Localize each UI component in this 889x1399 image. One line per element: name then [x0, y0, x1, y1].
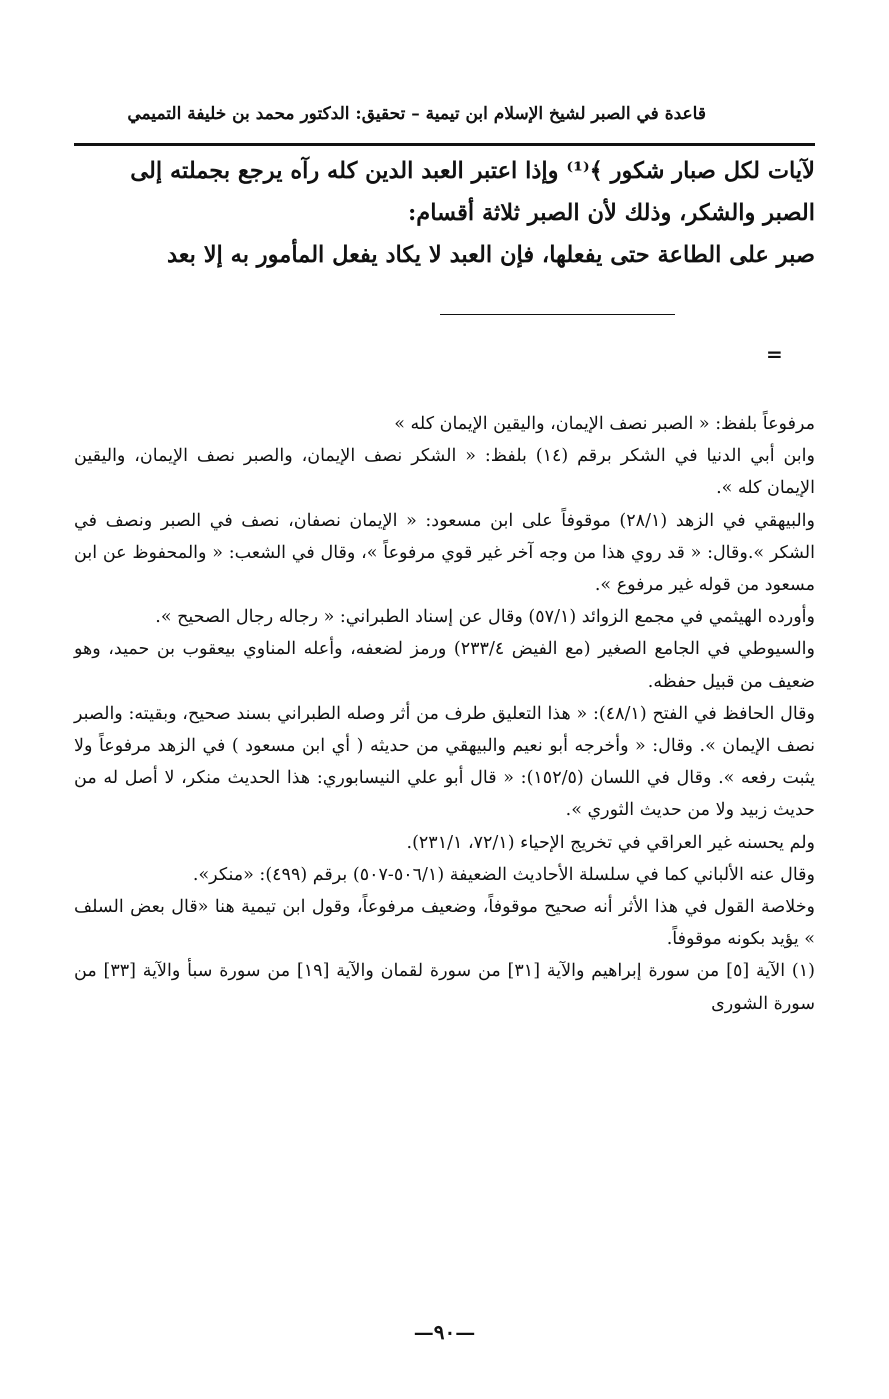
main-text-line: صبر على الطاعة حتى يفعلها، فإن العبد لا يكاد يفعل المأمور به إلا بعد	[166, 242, 815, 268]
footnote-paragraph: وقال الحافظ في الفتح (٤٨/١): « هذا التعليق طرف من أثر وصله الطبراني بسند صحيح، وبقيته: والصبر نصف الإيمان ». وقال: « وأخرجه أبو نعيم والبيهقي من حديثه ( أي ابن مسعود ) في الزهد مرفوعاً ولا يثبت رفعه ». وقال في اللسان (١٥٢/٥): « قال أبو علي النيسابوري: هذا الحديث منكر، لا أصل له من حديث زبيد ولا من حديث الثوري ».	[74, 703, 816, 821]
running-header: قاعدة في الصبر لشيخ الإسلام ابن تيمية – تحقيق: الدكتور محمد بن خليفة التميمي	[127, 104, 706, 124]
footnote-paragraph: والبيهقي في الزهد (٢٨/١) موقوفاً على ابن مسعود: « الإيمان نصفان، نصف في الصبر ونصف في الشكر ».وقال: « قد روي هذا من وجه آخر غير قوي مرفوعاً »، وقال في الشعب: « والمحفوظ عن ابن مسعود من قوله غير مرفوع ».	[74, 510, 815, 596]
main-text-line: الصبر والشكر، وذلك لأن الصبر ثلاثة أقسام:	[407, 200, 815, 226]
header-rule	[74, 143, 815, 146]
footnote-separator	[440, 314, 675, 315]
footnote-paragraph: وابن أبي الدنيا في الشكر برقم (١٤) بلفظ: « الشكر نصف الإيمان، والصبر نصف الإيمان، واليقين الإيمان كله ».	[74, 446, 815, 499]
footnotes	[74, 408, 815, 1020]
main-text	[74, 150, 815, 276]
footnote-paragraph: وقال عنه الألباني كما في سلسلة الأحاديث الضعيفة (٥٠٦/١-٥٠٧) برقم (٤٩٩): «منكر».	[192, 864, 815, 885]
footnote-paragraph: مرفوعاً بلفظ: « الصبر نصف الإيمان، واليقين الإيمان كله »	[394, 414, 815, 434]
footnote-paragraph: والسيوطي في الجامع الصغير (مع الفيض ٢٣٣/٤) ورمز لضعفه، وأعله المناوي بيعقوب بن حميد، وهو ضعيف من قبيل حفظه.	[74, 639, 815, 692]
page-number: —٩٠—	[413, 1320, 476, 1344]
footnote-paragraph: وأورده الهيثمي في مجمع الزوائد (٥٧/١) وقال عن إسناد الطبراني: « رجاله رجال الصحيح ».	[155, 607, 815, 628]
continuation-mark: =	[766, 342, 783, 366]
footnote-paragraph: وخلاصة القول في هذا الأثر أنه صحيح موقوفاً، وضعيف مرفوعاً، وقول ابن تيمية هنا «قال بعض السلف » يؤيد بكونه موقوفاً.	[74, 897, 815, 950]
footnote-paragraph: ولم يحسنه غير العراقي في تخريج الإحياء (٧٢/١، ٢٣١/١).	[406, 832, 815, 853]
footnote-1: (١) الآية [٥] من سورة إبراهيم والآية [٣١] من سورة لقمان والآية [١٩] من سورة سبأ والآية [٣٣] من سورة الشورى	[74, 961, 815, 1014]
main-text-line: لآيات لكل صبار شكور ﴾⁽¹⁾ وإذا اعتبر العبد الدين كله رآه يرجع بجملته إلى	[130, 158, 815, 184]
